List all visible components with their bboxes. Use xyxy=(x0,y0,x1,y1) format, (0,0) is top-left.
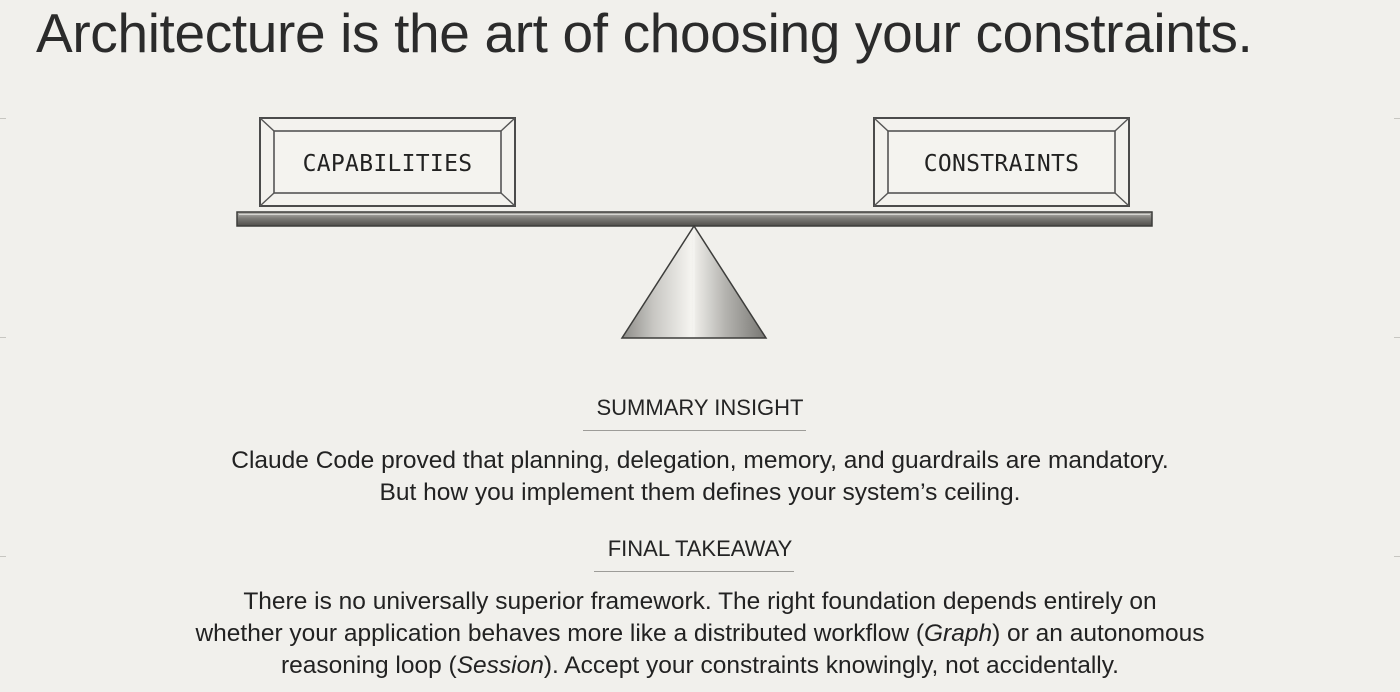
summary-heading-underline xyxy=(583,430,806,431)
summary-insight-heading: SUMMARY INSIGHT xyxy=(596,395,804,420)
page-title: Architecture is the art of choosing your constraints. xyxy=(36,2,1253,64)
summary-line: But how you implement them defines your system’s ceiling. xyxy=(379,479,1021,506)
session-term: Session xyxy=(456,652,544,679)
takeaway-line-3 xyxy=(60,650,1340,682)
final-takeaway-text xyxy=(60,586,1340,682)
takeaway-line-3-after: ). Accept your constraints knowingly, not accidentally. xyxy=(543,652,1119,679)
final-takeaway-heading: FINAL TAKEAWAY xyxy=(607,536,793,561)
summary-insight-text xyxy=(60,445,1340,509)
capabilities-label: CAPABILITIES xyxy=(302,151,473,177)
summary-line: Claude Code proved that planning, delegation, memory, and guardrails are mandatory. xyxy=(231,447,1169,474)
takeaway-line-2-after: ) or an autonomous xyxy=(992,620,1205,647)
takeaway-line-3-before: reasoning loop ( xyxy=(281,652,457,679)
graph-term: Graph xyxy=(924,620,993,647)
constraints-label: CONSTRAINTS xyxy=(923,151,1080,177)
takeaway-heading-underline xyxy=(594,571,794,572)
takeaway-line-2-before: whether your application behaves more like a distributed workflow ( xyxy=(195,620,924,647)
takeaway-line-2 xyxy=(60,618,1340,650)
takeaway-line-1: There is no universally superior framework. The right foundation depends entirely on xyxy=(243,588,1157,615)
